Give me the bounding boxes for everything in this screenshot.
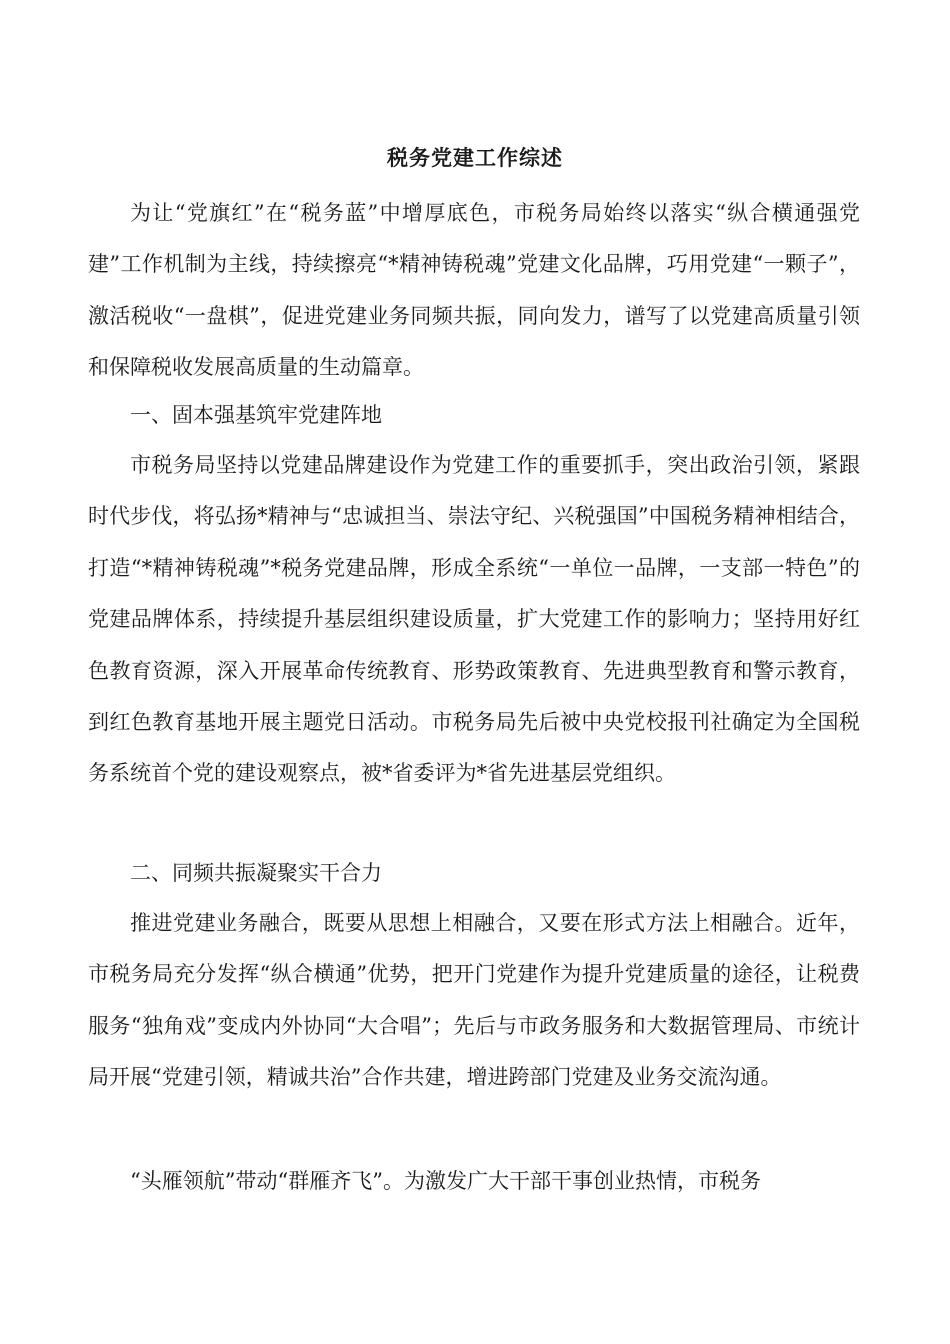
section-1-paragraph: 市税务局坚持以党建品牌建设作为党建工作的重要抓手，突出政治引领，紧跟时代步伐，将弘扬*精神与“忠诚担当、崇法守纪、兴税强国”中国税务精神相结合，打造“*精神铸税魂”*税务党建品牌，形成全系统“一单位一品牌，一支部一特色”的党建品牌体系，持续提升基层组织建设质量，扩大党建工作的影响力；坚持用好红色教育资源，深入开展革命传统教育、形势政策教育、先进典型教育和警示教育，到红色教育基地开展主题党日活动。市税务局先后被中央党校报刊社确定为全国税务系统首个党的建设观察点，被*省委评为*省先进基层党组织。 [88,453,860,786]
section-2-paragraph: 推进党建业务融合，既要从思想上相融合，又要在形式方法上相融合。近年，市税务局充分发挥“纵合横通”优势，把开门党建作为提升党建质量的途径，让税费服务“独角戏”变成内外协同“大合唱”；先后与市政务服务和大数据管理局、市统计局开展“党建引领，精诚共治”合作共建，增进跨部门党建及业务交流沟通。 [88,911,860,1090]
section-2-paragraph-continued: “头雁领航”带动“群雁齐飞”。为激发广大干部干事创业热情，市税务 [130,1169,761,1193]
section-heading-2: 二、同频共振凝聚实干合力 [130,861,382,885]
intro-paragraph: 为让“党旗红”在“税务蓝”中增厚底色，市税务局始终以落实“纵合横通强党建”工作机制为主线，持续擦亮“*精神铸税魂”党建文化品牌，巧用党建“一颗子”，激活税收“一盘棋”，促进党建业务同频共振，同向发力，谱写了以党建高质量引领和保障税收发展高质量的生动篇章。 [88,201,860,380]
document-title: 税务党建工作综述 [387,145,563,170]
section-heading-1: 一、固本强基筑牢党建阵地 [130,403,382,427]
